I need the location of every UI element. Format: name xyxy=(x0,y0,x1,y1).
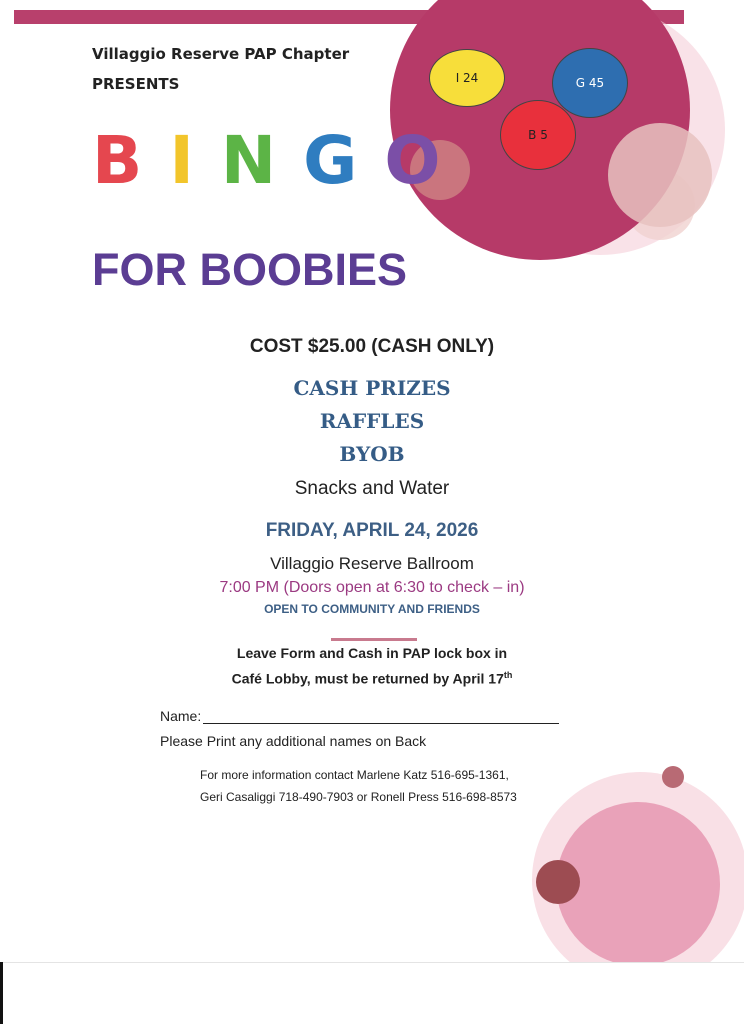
prize-cash: CASH PRIZES xyxy=(293,376,451,400)
name-label: Name: xyxy=(160,708,202,724)
bingo-title xyxy=(92,122,467,199)
bingo-letter-b: B xyxy=(92,122,143,199)
name-row xyxy=(160,708,559,724)
event-time: 7:00 PM (Doors open at 6:30 to check – in) xyxy=(219,579,525,596)
event-subtitle: FOR BOOBIES xyxy=(92,244,408,295)
presenter-name: Villaggio Reserve PAP Chapter xyxy=(92,45,350,63)
contact-line1: For more information contact Marlene Katz 516-695-1361, xyxy=(200,768,509,782)
prize-byob: BYOB xyxy=(339,442,405,466)
bingo-ball-g45: G 45 xyxy=(552,48,628,118)
form-instruction-text: Café Lobby, must be returned by April 17 xyxy=(231,670,504,687)
bingo-letter-o: O xyxy=(384,122,441,199)
bingo-letter-g: G xyxy=(303,122,358,199)
form-instruction-line2 xyxy=(0,670,744,687)
prize-raffles: RAFFLES xyxy=(319,409,425,433)
event-date: FRIDAY, APRIL 24, 2026 xyxy=(265,520,479,541)
page-bottom-margin xyxy=(0,962,744,1025)
presents-label: PRESENTS xyxy=(92,75,180,93)
snacks-line: Snacks and Water xyxy=(294,478,450,499)
cost-line: COST $25.00 (CASH ONLY) xyxy=(249,336,495,357)
open-to-line: OPEN TO COMMUNITY AND FRIENDS xyxy=(264,602,480,616)
bingo-letter-n: N xyxy=(220,122,277,199)
bingo-letter-i: I xyxy=(169,122,194,199)
section-divider xyxy=(331,638,417,641)
form-instruction-line1: Leave Form and Cash in PAP lock box in xyxy=(236,645,508,661)
form-instruction-sup: th xyxy=(503,670,513,680)
bingo-ball-b5: B 5 xyxy=(500,100,576,170)
event-venue: Villaggio Reserve Ballroom xyxy=(270,554,474,573)
print-note: Please Print any additional names on Back xyxy=(160,733,427,749)
bingo-ball-i24: I 24 xyxy=(429,49,505,107)
scan-edge xyxy=(0,962,3,1024)
contact-line2: Geri Casaliggi 718-490-7903 or Ronell Press 516-698-8573 xyxy=(200,790,517,804)
name-field[interactable] xyxy=(203,709,559,724)
